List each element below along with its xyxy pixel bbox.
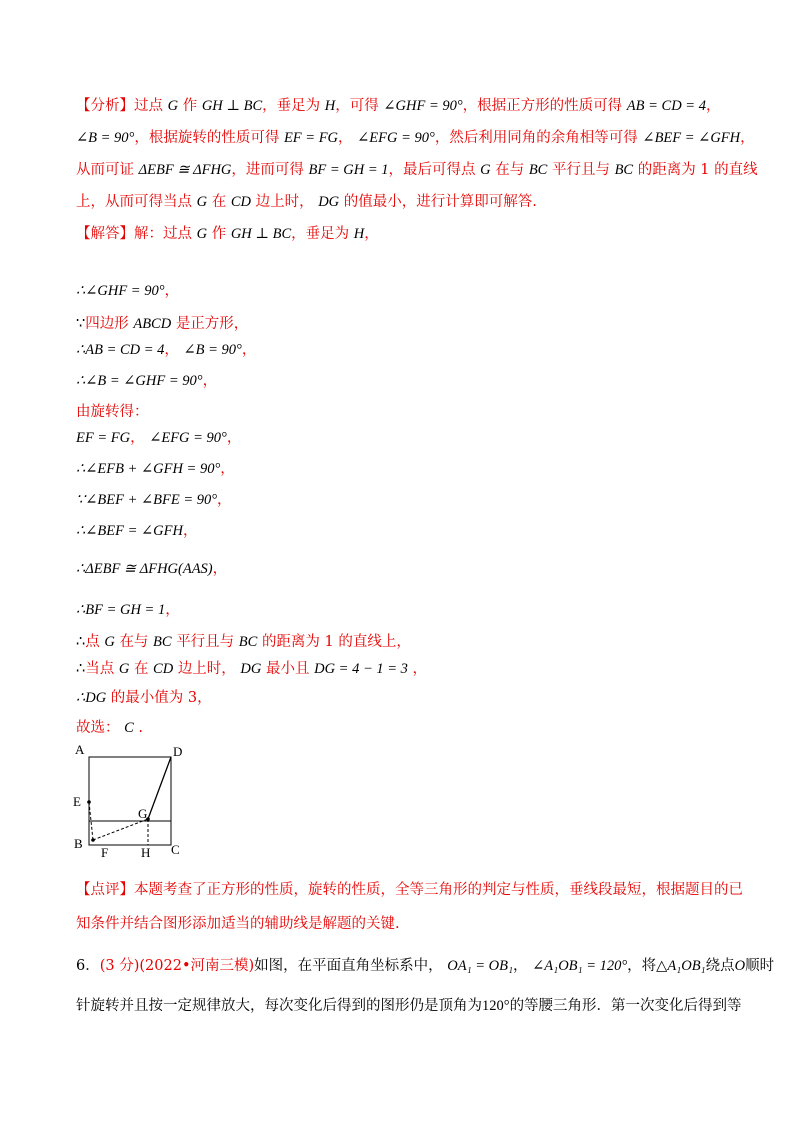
step-9: ∴∠BEF = ∠GFH， (76, 523, 198, 539)
label-e: E (73, 794, 81, 809)
analysis-line-4: 上，从而可得当点 G 在 CD 边上时， DG 的值最小，进行计算即可解答. (76, 194, 537, 210)
comment-line-1: 【点评】本题考查了正方形的性质，旋转的性质，全等三角形的判定与性质，垂线段最短，根据题目的已 (76, 882, 743, 898)
point-f (91, 838, 95, 842)
label-g: G (138, 806, 148, 821)
step-8: ∵∠BEF + ∠BFE = 90°， (76, 492, 232, 508)
question-source: (3 分)(2022•河南三模) (99, 958, 255, 974)
point-e (87, 800, 91, 804)
square-abcd (89, 757, 171, 845)
comment-tag: 【点评】 (76, 882, 134, 898)
analysis-tag: 【分析】 (76, 98, 134, 114)
question-6-line-2: 针旋转并且按一定规律放大，每次变化后得到的图形仍是顶角为120°的等腰三角形．第一次变化后得到等 (76, 998, 742, 1014)
step-3: ∴AB = CD = 4， ∠B = 90°， (76, 342, 257, 358)
label-a: A (75, 742, 85, 757)
step-10: ∴ΔEBF ≅ ΔFHG(AAS)， (76, 561, 228, 577)
label-h: H (141, 845, 151, 860)
step-5: 由旋转得： (76, 404, 149, 420)
geometry-figure (70, 740, 210, 860)
step-4: ∴∠B = ∠GHF = 90°， (76, 373, 218, 389)
label-f: F (101, 845, 109, 860)
question-6-line-1: 6．(3 分)(2022•河南三模)如图，在平面直角坐标系中， OA₁ = OB₁， ∠A₁OB₁ = 120°，将△A₁OB₁绕点O顺时 (76, 958, 775, 974)
label-b: B (74, 836, 83, 851)
label-d: D (173, 744, 183, 759)
answer-tag: 【解答】 (76, 226, 134, 242)
question-number: 6． (76, 958, 100, 974)
label-c: C (171, 842, 180, 857)
step-15: 故选： C . (76, 720, 143, 736)
segment-fg (93, 819, 148, 840)
step-14: ∴DG 的最小值为 3， (76, 690, 212, 706)
step-2: ∵四边形 ABCD 是正方形， (76, 316, 249, 332)
step-6: EF = FG， ∠EFG = 90°， (76, 430, 242, 446)
analysis-line-1: 【分析】过点 G 作 GH ⊥ BC，垂足为 H，可得 ∠GHF = 90°，根据正方形的性质可得 AB = CD = 4， (76, 98, 721, 114)
analysis-line-3: 从而可证 ΔEBF ≅ ΔFHG，进而可得 BF = GH = 1，最后可得点 G 在与 BC 平行且与 BC 的距离为 1 的直线 (76, 162, 758, 178)
step-11: ∴BF = GH = 1， (76, 602, 180, 618)
step-7: ∴∠EFB + ∠GFH = 90°， (76, 461, 235, 477)
answer-line-1: 【解答】解：过点 G 作 GH ⊥ BC，垂足为 H， (76, 226, 379, 242)
comment-line-2: 知条件并结合图形添加适当的辅助线是解题的关键. (76, 916, 400, 932)
step-1: ∴∠GHF = 90°， (76, 283, 180, 299)
step-12: ∴点 G 在与 BC 平行且与 BC 的距离为 1 的直线上， (76, 634, 411, 650)
segment-dg (148, 757, 171, 819)
analysis-line-2: ∠B = 90°，根据旋转的性质可得 EF = FG， ∠EFG = 90°，然后利用同角的余角相等可得 ∠BEF = ∠GFH， (76, 130, 755, 146)
step-13: ∴当点 G 在 CD 边上时， DG 最小且 DG = 4 − 1 = 3 ， (76, 661, 427, 677)
